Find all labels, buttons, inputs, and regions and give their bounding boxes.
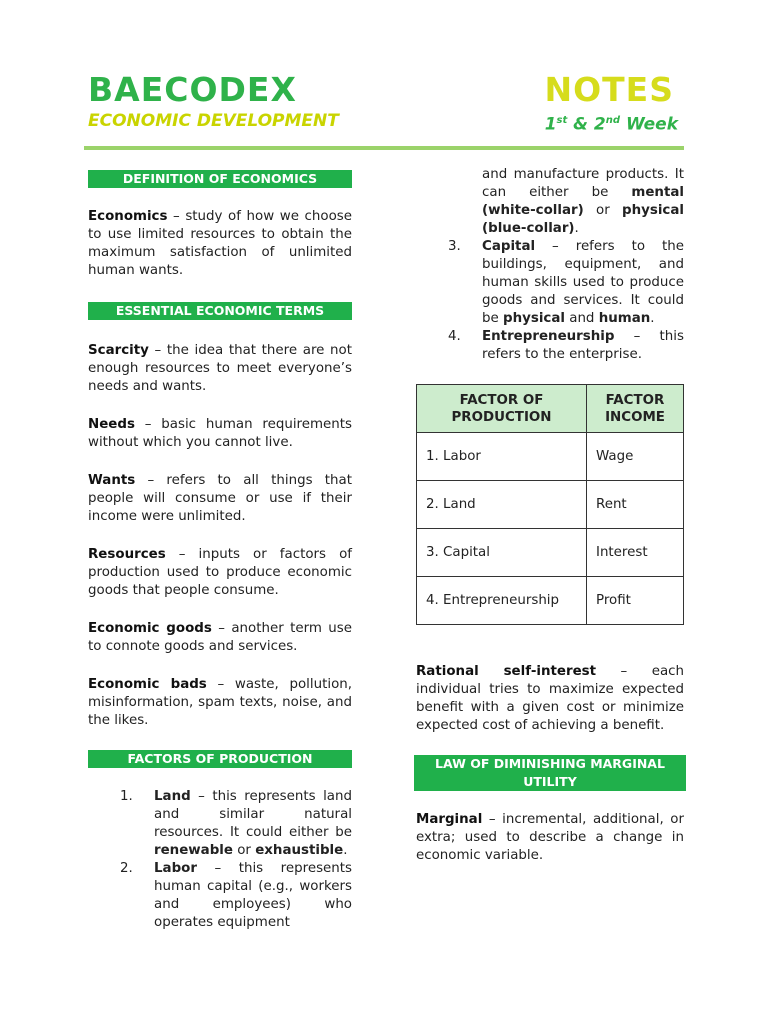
term-economic-bads: Economic bads – waste, pollution, misinformation, spam texts, noise, and the likes. (88, 677, 353, 728)
table-row (417, 481, 684, 529)
section-header-definition: DEFINITION OF ECONOMICS (88, 170, 352, 188)
table-cell-income: Wage (587, 433, 684, 481)
table-cell-factor: 4. Entrepreneurship (417, 577, 587, 625)
table-header-row (417, 385, 684, 433)
table-cell-income: Profit (587, 577, 684, 625)
week-label: 1st & 2nd Week (544, 114, 678, 135)
term-economic-goods: Economic goods – another term use to connote goods and services. (88, 621, 352, 654)
list-item-labor: 2. Labor – this represents human capital (e.g., workers and employees) who operates equipment (120, 861, 352, 930)
term-scarcity: Scarcity – the idea that there are not enough resources to meet everyone’s needs and wants. (88, 343, 352, 394)
section-header-factors: FACTORS OF PRODUCTION (88, 750, 352, 768)
list-item-capital: 3. Capital – refers to the buildings, equipment, and human skills used to produce goods and services. It could be physical and human. (448, 239, 684, 326)
table-header-factor: FACTOR OF PRODUCTION (417, 385, 587, 433)
brand-title: BAECODEX (88, 70, 297, 109)
term-resources: Resources – inputs or factors of production used to produce economic goods that people consume. (88, 547, 352, 598)
table-row (417, 433, 684, 481)
factors-list (88, 788, 352, 932)
left-column (88, 170, 352, 932)
table-cell-income: Interest (587, 529, 684, 577)
definition-economics: Economics – study of how we choose to use limited resources to obtain the maximum satisfaction of unlimited human wants. (88, 209, 352, 278)
table-cell-factor: 2. Land (417, 481, 587, 529)
table-cell-income: Rent (587, 481, 684, 529)
term-needs: Needs – basic human requirements without which you cannot live. (88, 417, 352, 450)
term-marginal: Marginal – incremental, additional, or extra; used to describe a change in economic variable. (416, 812, 684, 863)
document-subtitle: ECONOMIC DEVELOPMENT (88, 111, 339, 131)
right-column (416, 166, 684, 865)
notes-title: NOTES (544, 70, 674, 109)
list-item-labor-continued: and manufacture products. It can either be mental (white-collar) or physical (blue-collar). (482, 167, 684, 236)
section-header-law: LAW OF DIMINISHING MARGINAL UTILITY (414, 755, 686, 791)
section-header-terms: ESSENTIAL ECONOMIC TERMS (88, 302, 352, 320)
table-row (417, 577, 684, 625)
list-item-entrepreneurship: 4. Entrepreneurship – this refers to the enterprise. (448, 329, 684, 362)
factors-list-continued (416, 166, 684, 364)
term-wants: Wants – refers to all things that people will consume or use if their income were unlimited. (88, 473, 352, 524)
term-rational-self-interest: Rational self-interest – each individual tries to maximize expected benefit with a given cost or minimize expected cost of achieving a benefit. (416, 664, 684, 733)
table-cell-factor: 3. Capital (417, 529, 587, 577)
factors-income-table (416, 384, 684, 625)
header-divider (84, 146, 684, 150)
table-row (417, 529, 684, 577)
table-header-income: FACTOR INCOME (587, 385, 684, 433)
list-item-land: 1. Land – this represents land and similar natural resources. It could either be renewable or exhaustible. (120, 789, 352, 858)
table-cell-factor: 1. Labor (417, 433, 587, 481)
